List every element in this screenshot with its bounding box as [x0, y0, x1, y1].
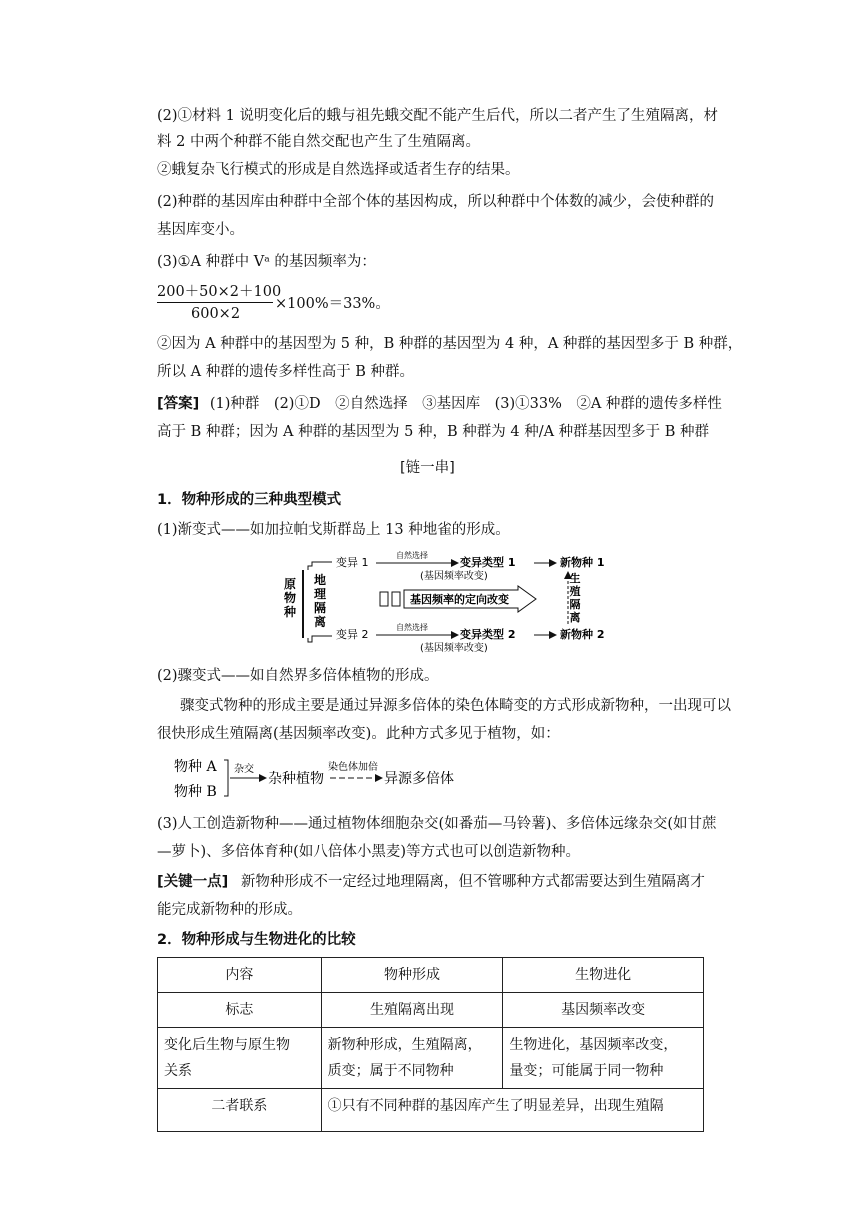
- freq-note-2: (基因频率改变): [420, 643, 488, 654]
- new-species-1-label: 新物种 1: [560, 556, 605, 569]
- cell-line: 变化后生物与原生物: [164, 1037, 290, 1053]
- big-arrow-label: 基因频率的定向改变: [410, 593, 509, 606]
- type-1-label: 变异类型 1: [460, 556, 516, 569]
- selection-1-label: 自然选择: [396, 551, 428, 560]
- paragraph-line: ②因为 A 种群中的基因型为 5 种，B 种群的基因型为 4 种，A 种群的基因型多于 B 种群，: [157, 336, 743, 352]
- paragraph-line: (2)①材料 1 说明变化后的蛾与祖先蛾交配不能产生后代，所以二者产生了生殖隔离，材: [157, 108, 718, 124]
- variation-2-label: 变异 2: [336, 628, 369, 641]
- table-row: [158, 1028, 704, 1089]
- paragraph-line: (2)种群的基因库由种群中全部个体的基因构成，所以种群中个体数的减少，会使种群的: [157, 194, 715, 210]
- fraction-numerator: 200＋50×2＋100: [157, 284, 282, 300]
- table-row: [158, 993, 704, 1028]
- selection-2-label: 自然选择: [396, 623, 428, 632]
- box-marker: [380, 592, 388, 606]
- paragraph-line: ②蛾复杂飞行模式的形成是自然选择或适者生存的结果。: [157, 162, 520, 178]
- table-cell: 二者联系: [158, 1089, 322, 1132]
- table-cell: 标志: [158, 993, 322, 1028]
- repro-isolation-label: 生殖隔离: [569, 572, 581, 624]
- paragraph-line: 基因库变小。: [157, 222, 244, 238]
- key-point-text: 新物种形成不一定经过地理隔离，但不管哪种方式都需要达到生殖隔离才: [240, 874, 705, 890]
- freq-note-1: (基因频率改变): [420, 571, 488, 582]
- paragraph-line: 很快形成生殖隔离(基因频率改变)。此种方式多见于植物，如：: [157, 726, 560, 742]
- table-cell: ①只有不同种群的基因库产生了明显差异，出现生殖隔: [321, 1089, 703, 1132]
- result-label: 异源多倍体: [384, 771, 454, 787]
- paragraph-line: (3)①A 种群中 Vᵃ 的基因频率为：: [157, 254, 376, 270]
- paragraph-line: 骤变式物种的形成主要是通过异源多倍体的染色体畸变的方式形成新物种，一出现可以: [180, 698, 731, 714]
- paragraph-line: (3)人工创造新物种——通过植物体细胞杂交(如番茄—马铃薯)、多倍体远缘杂交(如甘蔗: [157, 816, 717, 832]
- paragraph-line: 料 2 中两个种群不能自然交配也产生了生殖隔离。: [157, 134, 480, 150]
- geo-isolation-label: 地理隔离: [313, 573, 327, 629]
- table-header-cell: 物种形成: [321, 958, 503, 993]
- cell-line: 关系: [164, 1063, 192, 1079]
- cell-line: 生物进化，基因频率改变，: [509, 1037, 678, 1053]
- cross-label: 杂交: [234, 764, 254, 775]
- new-species-2-label: 新物种 2: [560, 628, 605, 641]
- table-header-row: [158, 958, 704, 993]
- species-b-label: 物种 B: [174, 784, 217, 800]
- fraction-formula: [157, 280, 417, 330]
- paragraph-line: (1)渐变式——如加拉帕戈斯群岛上 13 种地雀的形成。: [157, 522, 510, 538]
- answer-text: (1)种群 (2)①D ②自然选择 ③基因库 (3)①33% ②A 种群的遗传多样性: [209, 396, 722, 412]
- key-point-label: [关键一点]: [157, 874, 229, 890]
- fraction-bar: [157, 302, 273, 303]
- fraction-tail: ×100%＝33%。: [275, 296, 390, 312]
- table-cell: [503, 1028, 704, 1089]
- paragraph-line: (2)骤变式——如自然界多倍体植物的形成。: [157, 668, 439, 684]
- type-2-label: 变异类型 2: [460, 628, 516, 641]
- section-title: 2．物种形成与生物进化的比较: [157, 932, 356, 948]
- paragraph-line: 所以 A 种群的遗传多样性高于 B 种群。: [157, 364, 415, 380]
- hybrid-label: 杂种植物: [268, 771, 324, 787]
- polyploid-diagram: [170, 752, 470, 804]
- section-title: 1．物种形成的三种典型模式: [157, 492, 342, 508]
- bracket-top: [308, 562, 332, 570]
- species-bracket: [224, 760, 228, 796]
- variation-1-label: 变异 1: [336, 556, 369, 569]
- answer-line: [157, 394, 722, 414]
- bracket-bottom: [308, 636, 332, 642]
- key-point-line: [157, 872, 705, 892]
- key-point-line: 能完成新物种的形成。: [157, 902, 302, 918]
- section-heading: [链一串]: [400, 460, 455, 476]
- origin-species-label: 原物种: [283, 577, 297, 619]
- speciation-diagram: [280, 548, 630, 660]
- table-row: [158, 1089, 704, 1132]
- box-marker: [392, 592, 400, 606]
- bracket-left: [302, 570, 304, 638]
- cell-line: 新物种形成，生殖隔离，: [327, 1037, 482, 1053]
- comparison-table: [157, 957, 704, 1132]
- table-header-cell: 内容: [158, 958, 322, 993]
- table-cell: [321, 1028, 503, 1089]
- answer-label: [答案]: [157, 396, 200, 412]
- cell-line: 量变；可能属于同一物种: [509, 1063, 664, 1079]
- species-a-label: 物种 A: [174, 759, 217, 775]
- cell-line: 质变；属于不同物种: [327, 1063, 454, 1079]
- double-label: 染色体加倍: [328, 762, 378, 773]
- paragraph-line: —萝卜)、多倍体育种(如八倍体小黑麦)等方式也可以创造新物种。: [157, 844, 580, 860]
- table-cell: [158, 1028, 322, 1089]
- answer-line: 高于 B 种群；因为 A 种群的基因型为 5 种，B 种群为 4 种/A 种群基因型多于 B 种群: [157, 424, 710, 440]
- fraction-denominator: 600×2: [191, 306, 241, 322]
- table-header-cell: 生物进化: [503, 958, 704, 993]
- table-cell: 基因频率改变: [503, 993, 704, 1028]
- table-cell: 生殖隔离出现: [321, 993, 503, 1028]
